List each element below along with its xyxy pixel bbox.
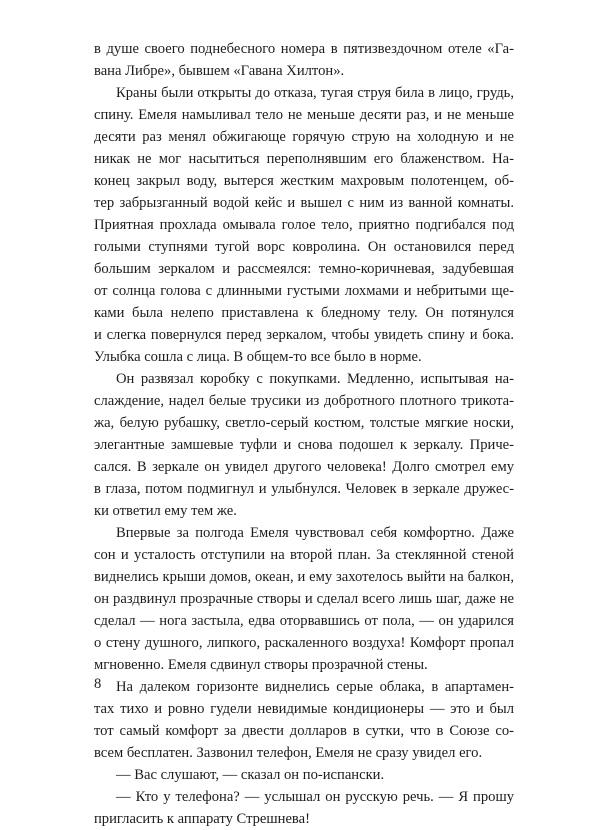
page-number: 8 — [94, 676, 102, 692]
text-line: сался. В зеркале он увидел другого человека! Долго смотрел ему — [94, 459, 514, 475]
text-line: о стену душного, липкого, раскаленного воздуха! Комфорт пропал — [94, 635, 514, 651]
text-line: элегантные замшевые туфли и снова подошел к зеркалу. Приче- — [94, 437, 514, 453]
text-line: Впервые за полгода Емеля чувствовал себя комфортно. Даже — [116, 525, 514, 541]
paragraph — [94, 82, 514, 368]
paragraph — [94, 676, 514, 764]
text-line: и слегка повернулся перед зеркалом, чтобы увидеть спину и бока. — [94, 327, 514, 343]
text-line: Он развязал коробку с покупками. Медленно, испытывая на- — [116, 371, 514, 387]
text-line: спину. Емеля намыливал тело не меньше десяти раз, и не меньше — [94, 107, 514, 123]
book-page-text — [94, 38, 514, 830]
text-line: жа, белую рубашку, светло-серый костюм, толстые мягкие носки, — [94, 415, 514, 431]
text-line: виднелись крыши домов, океан, и ему захотелось выйти на балкон, — [94, 569, 514, 585]
text-line: десяти раз менял обжигающе горячую струю на холодную и не — [94, 129, 514, 145]
text-line: ки ответил ему тем же. — [94, 503, 237, 519]
text-line: тот самый комфорт за двести долларов в сутки, что в Союзе со- — [94, 723, 514, 739]
text-line: Улыбка сошла с лица. В общем-то все было в норме. — [94, 349, 422, 365]
paragraph — [94, 38, 514, 82]
text-line: слаждение, надел белые трусики из добротного плотного трикота- — [94, 393, 514, 409]
text-line: ками была нелепо приставлена к бледному телу. Он потянулся — [94, 305, 514, 321]
text-line: сон и усталость отступили на второй план. За стеклянной стеной — [94, 547, 514, 563]
text-line: никак не мог насытиться переполнявшим его блаженством. На- — [94, 151, 514, 167]
text-line: тер забрызганный водой кейс и вышел с ним из ванной комнаты. — [94, 195, 514, 211]
text-line: мгновенно. Емеля сдвинул створы прозрачной стены. — [94, 657, 428, 673]
text-line: конец закрыл воду, вытерся жестким махровым полотенцем, об- — [94, 173, 514, 189]
text-line: голыми ступнями тугой ворс ковролина. Он остановился перед — [94, 239, 514, 255]
text-line: всем бесплатен. Зазвонил телефон, Емеля не сразу увидел его. — [94, 745, 483, 761]
paragraph — [94, 786, 514, 830]
text-line: На далеком горизонте виднелись серые облака, в апартамен- — [116, 679, 514, 695]
paragraph — [94, 368, 514, 522]
text-line: в душе своего поднебесного номера в пятизвездочном отеле «Га- — [94, 41, 514, 57]
paragraph — [94, 522, 514, 676]
text-line: сделал — нога застыла, едва оторвавшись от пола, — он ударился — [94, 613, 514, 629]
text-line: Краны были открыты до отказа, тугая струя била в лицо, грудь, — [116, 85, 514, 101]
text-line: тах тихо и ровно гудели невидимые кондиционеры — это и был — [94, 701, 514, 717]
text-line: — Вас слушают, — сказал он по-испански. — [116, 767, 385, 783]
paragraph — [94, 764, 514, 786]
text-line: пригласить к аппарату Стрешнева! — [94, 811, 310, 827]
text-line: Приятная прохлада омывала голое тело, приятно подгибался под — [94, 217, 514, 233]
text-line: в глаза, потом подмигнул и улыбнулся. Человек в зеркале дружес- — [94, 481, 514, 497]
text-line: — Кто у телефона? — услышал он русскую речь. — Я прошу — [116, 789, 514, 805]
text-line: он раздвинул прозрачные створы и сделал всего лишь шаг, даже не — [94, 591, 514, 607]
text-line: вана Либре», бывшем «Гавана Хилтон». — [94, 63, 345, 79]
text-line: большим зеркалом и рассмеялся: темно-коричневая, задубевшая — [94, 261, 514, 277]
text-line: от солнца голова с длинными густыми лохмами и небритыми ще- — [94, 283, 514, 299]
